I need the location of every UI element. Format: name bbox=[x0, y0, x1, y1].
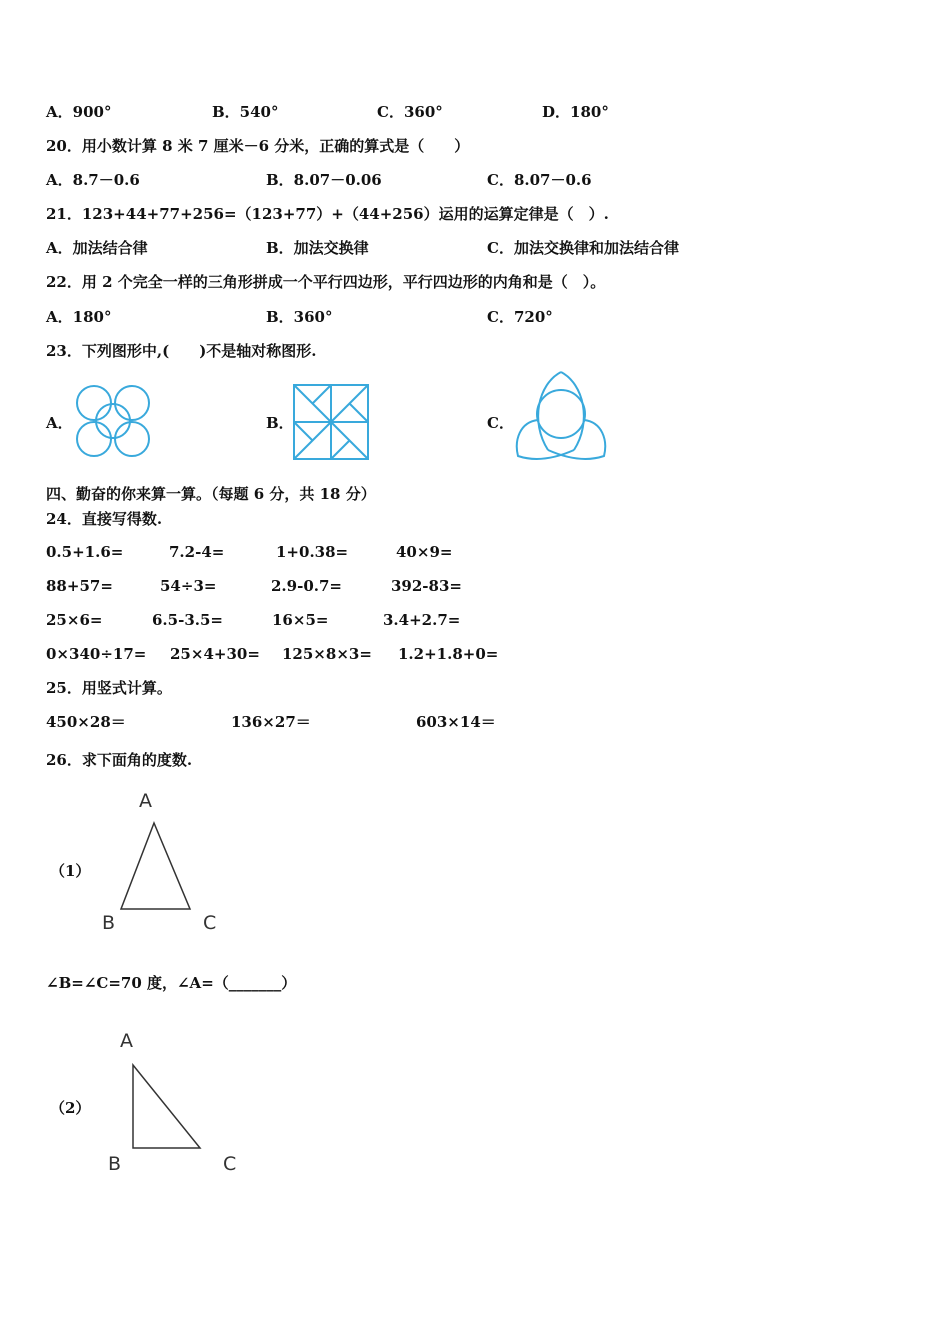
q24-item: 88+57= bbox=[46, 577, 113, 595]
q24-item: 6.5-3.5= bbox=[152, 611, 223, 629]
pinwheel-figure bbox=[292, 383, 370, 461]
q22-option-c: C．720° bbox=[487, 308, 553, 326]
q19-option-d: D．180° bbox=[542, 103, 609, 121]
q21-option-c: C．加法交换律和加法结合律 bbox=[487, 239, 679, 257]
q24-title: 24．直接写得数. bbox=[46, 510, 163, 528]
vertex-label-c: C bbox=[203, 912, 217, 934]
q23-option-b: B． bbox=[266, 414, 294, 432]
q22-option-a: A．180° bbox=[46, 308, 112, 326]
vertex-label-c: C bbox=[223, 1153, 237, 1175]
vertex-label-a: A bbox=[120, 1030, 133, 1052]
q26-part1-prefix: ∠B=∠C=70 度，∠A=（ bbox=[46, 974, 229, 992]
q24-item: 0.5+1.6= bbox=[46, 543, 124, 561]
q26-part1-label: （1） bbox=[50, 862, 91, 880]
q20-option-b: B．8.07－0.06 bbox=[266, 171, 382, 189]
q24-item: 7.2-4= bbox=[169, 543, 225, 561]
q19-option-c: C．360° bbox=[377, 103, 443, 121]
q24-item: 2.9-0.7= bbox=[271, 577, 342, 595]
vertex-label-a: A bbox=[139, 790, 152, 812]
vertex-label-b: B bbox=[102, 912, 116, 934]
q24-item: 16×5= bbox=[272, 611, 329, 629]
three-arc-knot-figure bbox=[512, 370, 610, 462]
q19-option-b: B．540° bbox=[212, 103, 279, 121]
q26-part2-label: （2） bbox=[50, 1099, 91, 1117]
q24-item: 1+0.38= bbox=[276, 543, 349, 561]
q26-part1-question bbox=[46, 974, 296, 992]
q26-part1-suffix: ） bbox=[281, 974, 297, 992]
q22-option-b: B．360° bbox=[266, 308, 333, 326]
isosceles-triangle-figure bbox=[118, 820, 194, 912]
four-circle-flower-figure bbox=[74, 383, 154, 461]
q24-item: 40×9= bbox=[396, 543, 453, 561]
q20-question: 20．用小数计算 8 米 7 厘米－6 分米，正确的算式是（ ） bbox=[46, 137, 470, 155]
section4-heading: 四、勤奋的你来算一算。（每题 6 分，共 18 分） bbox=[46, 485, 376, 503]
q24-item: 54÷3= bbox=[160, 577, 217, 595]
q24-item: 3.4+2.7= bbox=[383, 611, 461, 629]
q25-title: 25．用竖式计算。 bbox=[46, 679, 172, 697]
q24-item: 125×8×3= bbox=[282, 645, 372, 663]
q21-option-b: B．加法交换律 bbox=[266, 239, 369, 257]
q21-question: 21．123+44+77+256=（123+77）+（44+256）运用的运算定律是（ ）. bbox=[46, 205, 609, 223]
q24-item: 0×340÷17= bbox=[46, 645, 147, 663]
q25-item: 450×28＝ bbox=[46, 713, 126, 731]
right-triangle-figure bbox=[130, 1062, 204, 1152]
vertex-label-b: B bbox=[108, 1153, 122, 1175]
q23-question: 23．下列图形中,( )不是轴对称图形. bbox=[46, 342, 317, 360]
q24-item: 392-83= bbox=[391, 577, 462, 595]
q24-item: 1.2+1.8+0= bbox=[398, 645, 499, 663]
q25-item: 136×27＝ bbox=[231, 713, 311, 731]
q22-question: 22．用 2 个完全一样的三角形拼成一个平行四边形，平行四边形的内角和是（ ）。 bbox=[46, 273, 606, 291]
q24-item: 25×4+30= bbox=[170, 645, 260, 663]
q20-option-c: C．8.07－0.6 bbox=[487, 171, 592, 189]
answer-blank[interactable]: _______ bbox=[228, 974, 282, 992]
q19-option-a: A．900° bbox=[46, 103, 112, 121]
q25-item: 603×14＝ bbox=[416, 713, 496, 731]
q21-option-a: A．加法结合律 bbox=[46, 239, 148, 257]
q23-option-a: A． bbox=[46, 414, 73, 432]
q20-option-a: A．8.7－0.6 bbox=[46, 171, 140, 189]
q24-item: 25×6= bbox=[46, 611, 103, 629]
q23-option-c: C． bbox=[487, 414, 514, 432]
q26-title: 26．求下面角的度数. bbox=[46, 751, 193, 769]
